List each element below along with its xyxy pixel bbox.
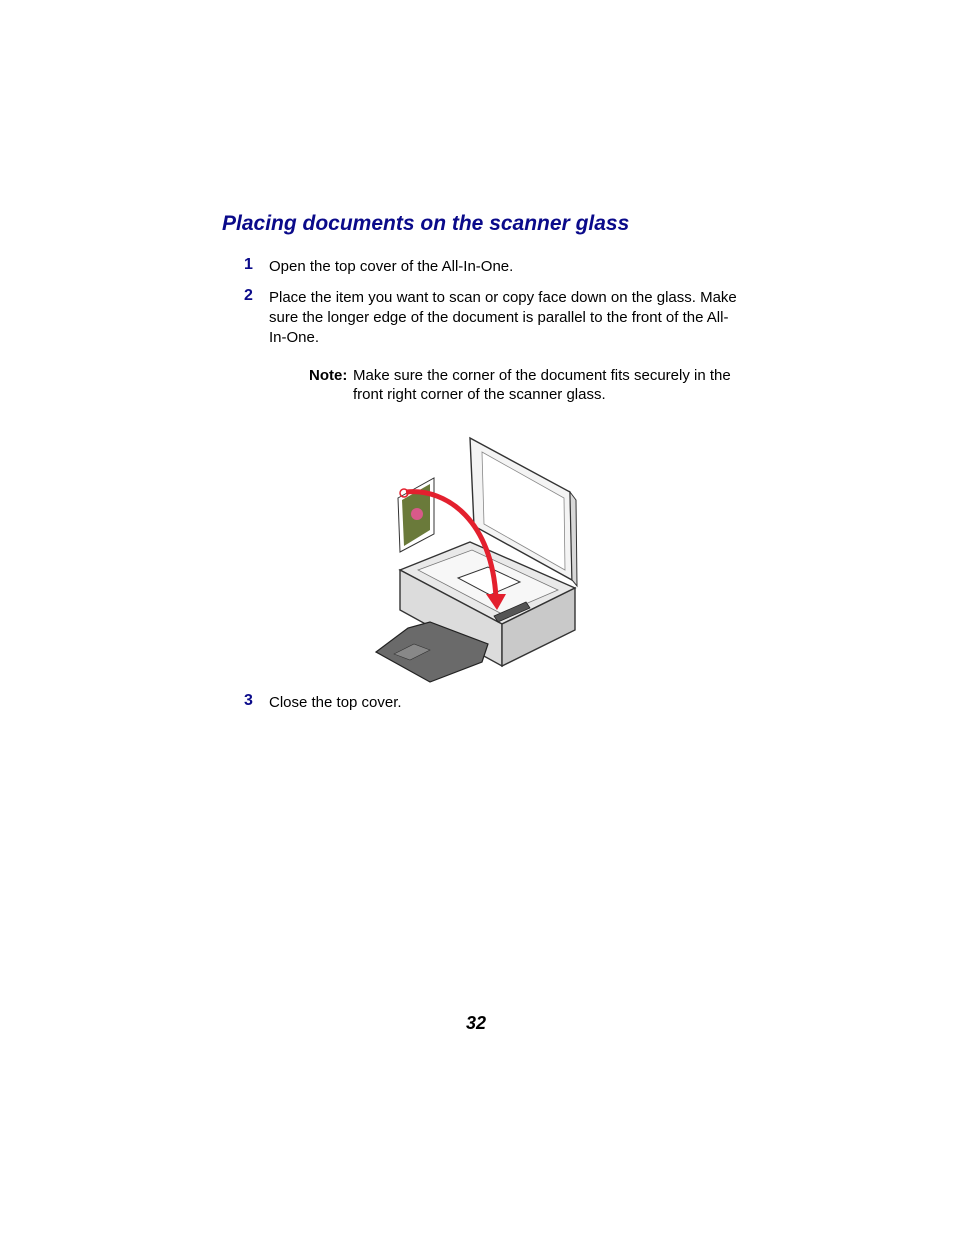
- page-title: Placing documents on the scanner glass: [222, 212, 630, 235]
- note-text: Make sure the corner of the document fits securely in the front right corner of the scanner glass.: [353, 367, 731, 403]
- step-1-text: Open the top cover of the All-In-One.: [269, 258, 514, 275]
- photo-flower: [411, 508, 423, 520]
- step-3-number: 3: [244, 692, 253, 709]
- step-2-number: 2: [244, 287, 253, 304]
- step-2-text: Place the item you want to scan or copy face down on the glass. Make sure the longer edge of the document is parallel to the front of the All-In-One.: [269, 289, 737, 346]
- page-number: 32: [466, 1013, 487, 1033]
- step-1-number: 1: [244, 256, 253, 273]
- note-label: Note:: [309, 367, 348, 384]
- step-3-text: Close the top cover.: [269, 694, 402, 711]
- printer-illustration: [370, 430, 590, 690]
